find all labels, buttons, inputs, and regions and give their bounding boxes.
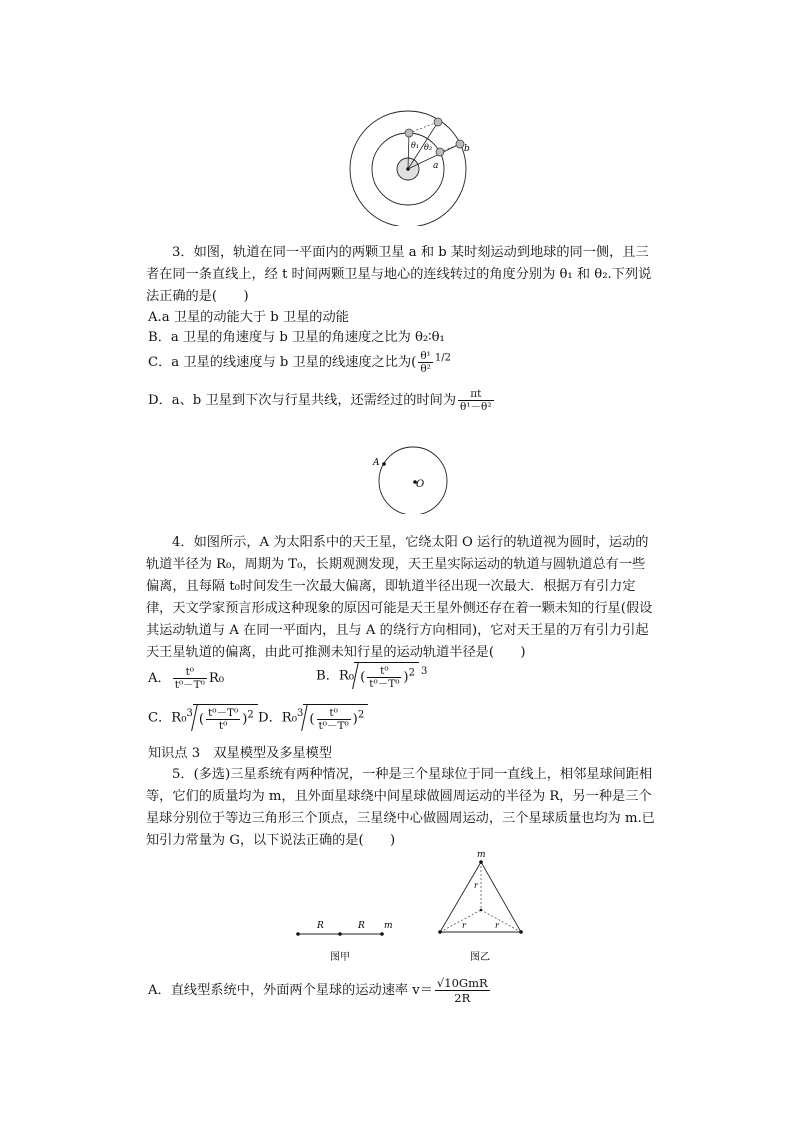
figure-satellite-orbits	[348, 108, 474, 226]
satellite-b-prev	[434, 118, 442, 126]
q3-stem: 3．如图，轨道在同一平面内的两颗卫星 a 和 b 某时刻运动到地球的同一侧，且三者在同一条直线上，经 t 时间两颗卫星与地心的连线转过的角度分别为 θ₁ 和 θ₂.下列说法正确的是( )	[146, 245, 652, 304]
jia-r2: R	[358, 921, 365, 931]
jia-m: m	[384, 921, 393, 931]
figure-uranus-orbit	[370, 444, 456, 514]
figure-jia	[292, 910, 400, 964]
yi-caption: 图乙	[470, 952, 490, 963]
q4-option-c: C．R₀$^3$ ( $\frac{\text{t⁰－T⁰}}{\text{t⁰}}$ )$^2$	[148, 704, 258, 732]
yi-r3: r	[495, 921, 499, 930]
label-o: O	[416, 479, 425, 490]
a-label: a	[433, 161, 439, 171]
q4-option-d: D．R₀$^3$ ( $\frac{\text{t⁰}}{\text{t⁰－T⁰}}$ )$^2$	[258, 704, 368, 732]
b-label: b	[464, 144, 470, 154]
label-a: A	[373, 458, 380, 468]
satellite-b	[456, 140, 464, 148]
jia-caption: 图甲	[330, 952, 350, 963]
theta1-label: θ₁	[411, 141, 420, 150]
q5-stem: 5．(多选)三星系统有两种情况，一种是三个星球位于同一直线上，相邻星球间距相等，它们的质量均为 m，且外面星球绕中间星球做圆周运动的半径为 R，另一种是三个星球分别位于等边三角形三个顶点，三星绕中心做圆周运动，三个星球质量也均为 m.已知引力常量为 G，以下说法正确的是( )	[146, 767, 655, 848]
q3-option-b: B．a 卫星的角速度与 b 卫星的角速度之比为 θ₂∶θ₁	[148, 330, 445, 345]
satellite-a-prev	[405, 129, 413, 137]
figure-yi	[432, 848, 532, 964]
q5-option-a: A．直线型系统中，外面两个星球的运动速率 v＝ $\frac{\text{√10GmR}}{2R}$	[148, 976, 488, 1005]
yi-m: m	[477, 850, 486, 860]
q3-option-a: A.a 卫星的动能大于 b 卫星的动能	[148, 310, 349, 325]
q4-stem: 4．如图所示，A 为太阳系中的天王星，它绕太阳 O 运行的轨道视为圆时，运动的轨道半径为 R₀，周期为 T₀，长期观测发现，天王星实际运动的轨道与圆轨道总有一些偏离，且每隔 t₀时间发生一次最大偏离，即轨道半径出现一次最大．根据万有引力定律，天文学家预言形成这种现象的原因可能是天王星外侧还存在着一颗未知的行星(假设其运动轨道与 A 在同一平面内，且与 A 的绕行方向相同)，它对天王星的万有引力引起天王星轨道的偏离，由此可推测未知行星的运动轨道半径是( )	[146, 535, 653, 660]
yi-r1: r	[474, 881, 478, 890]
yi-r2: r	[462, 921, 466, 930]
q4-option-a: A． $\frac{\text{t⁰}}{\text{t⁰－T⁰}}$ R₀	[148, 666, 225, 691]
section-heading: 知识点 3 双星模型及多星模型	[148, 746, 333, 761]
jia-r1: R	[317, 921, 324, 931]
q4-option-b: B．R₀ ( $\frac{\text{t⁰}}{\text{t⁰－T⁰}}$ )$^2$ $^3$	[316, 662, 427, 690]
q3-option-c: C．a 卫星的线速度与 b 卫星的线速度之比为( $\frac{\text{θ¹}}{\text{θ²}}$ $^{1/2}$	[148, 350, 451, 375]
theta2-label: θ₂	[424, 143, 433, 152]
uranus-a	[382, 462, 386, 466]
q3-option-d: D．a、b 卫星到下次与行星共线，还需经过的时间为 $\frac{\pi t}{\text{θ¹－θ²}}$	[148, 388, 492, 413]
uranus-orbit	[379, 447, 447, 514]
satellite-a	[436, 148, 444, 156]
